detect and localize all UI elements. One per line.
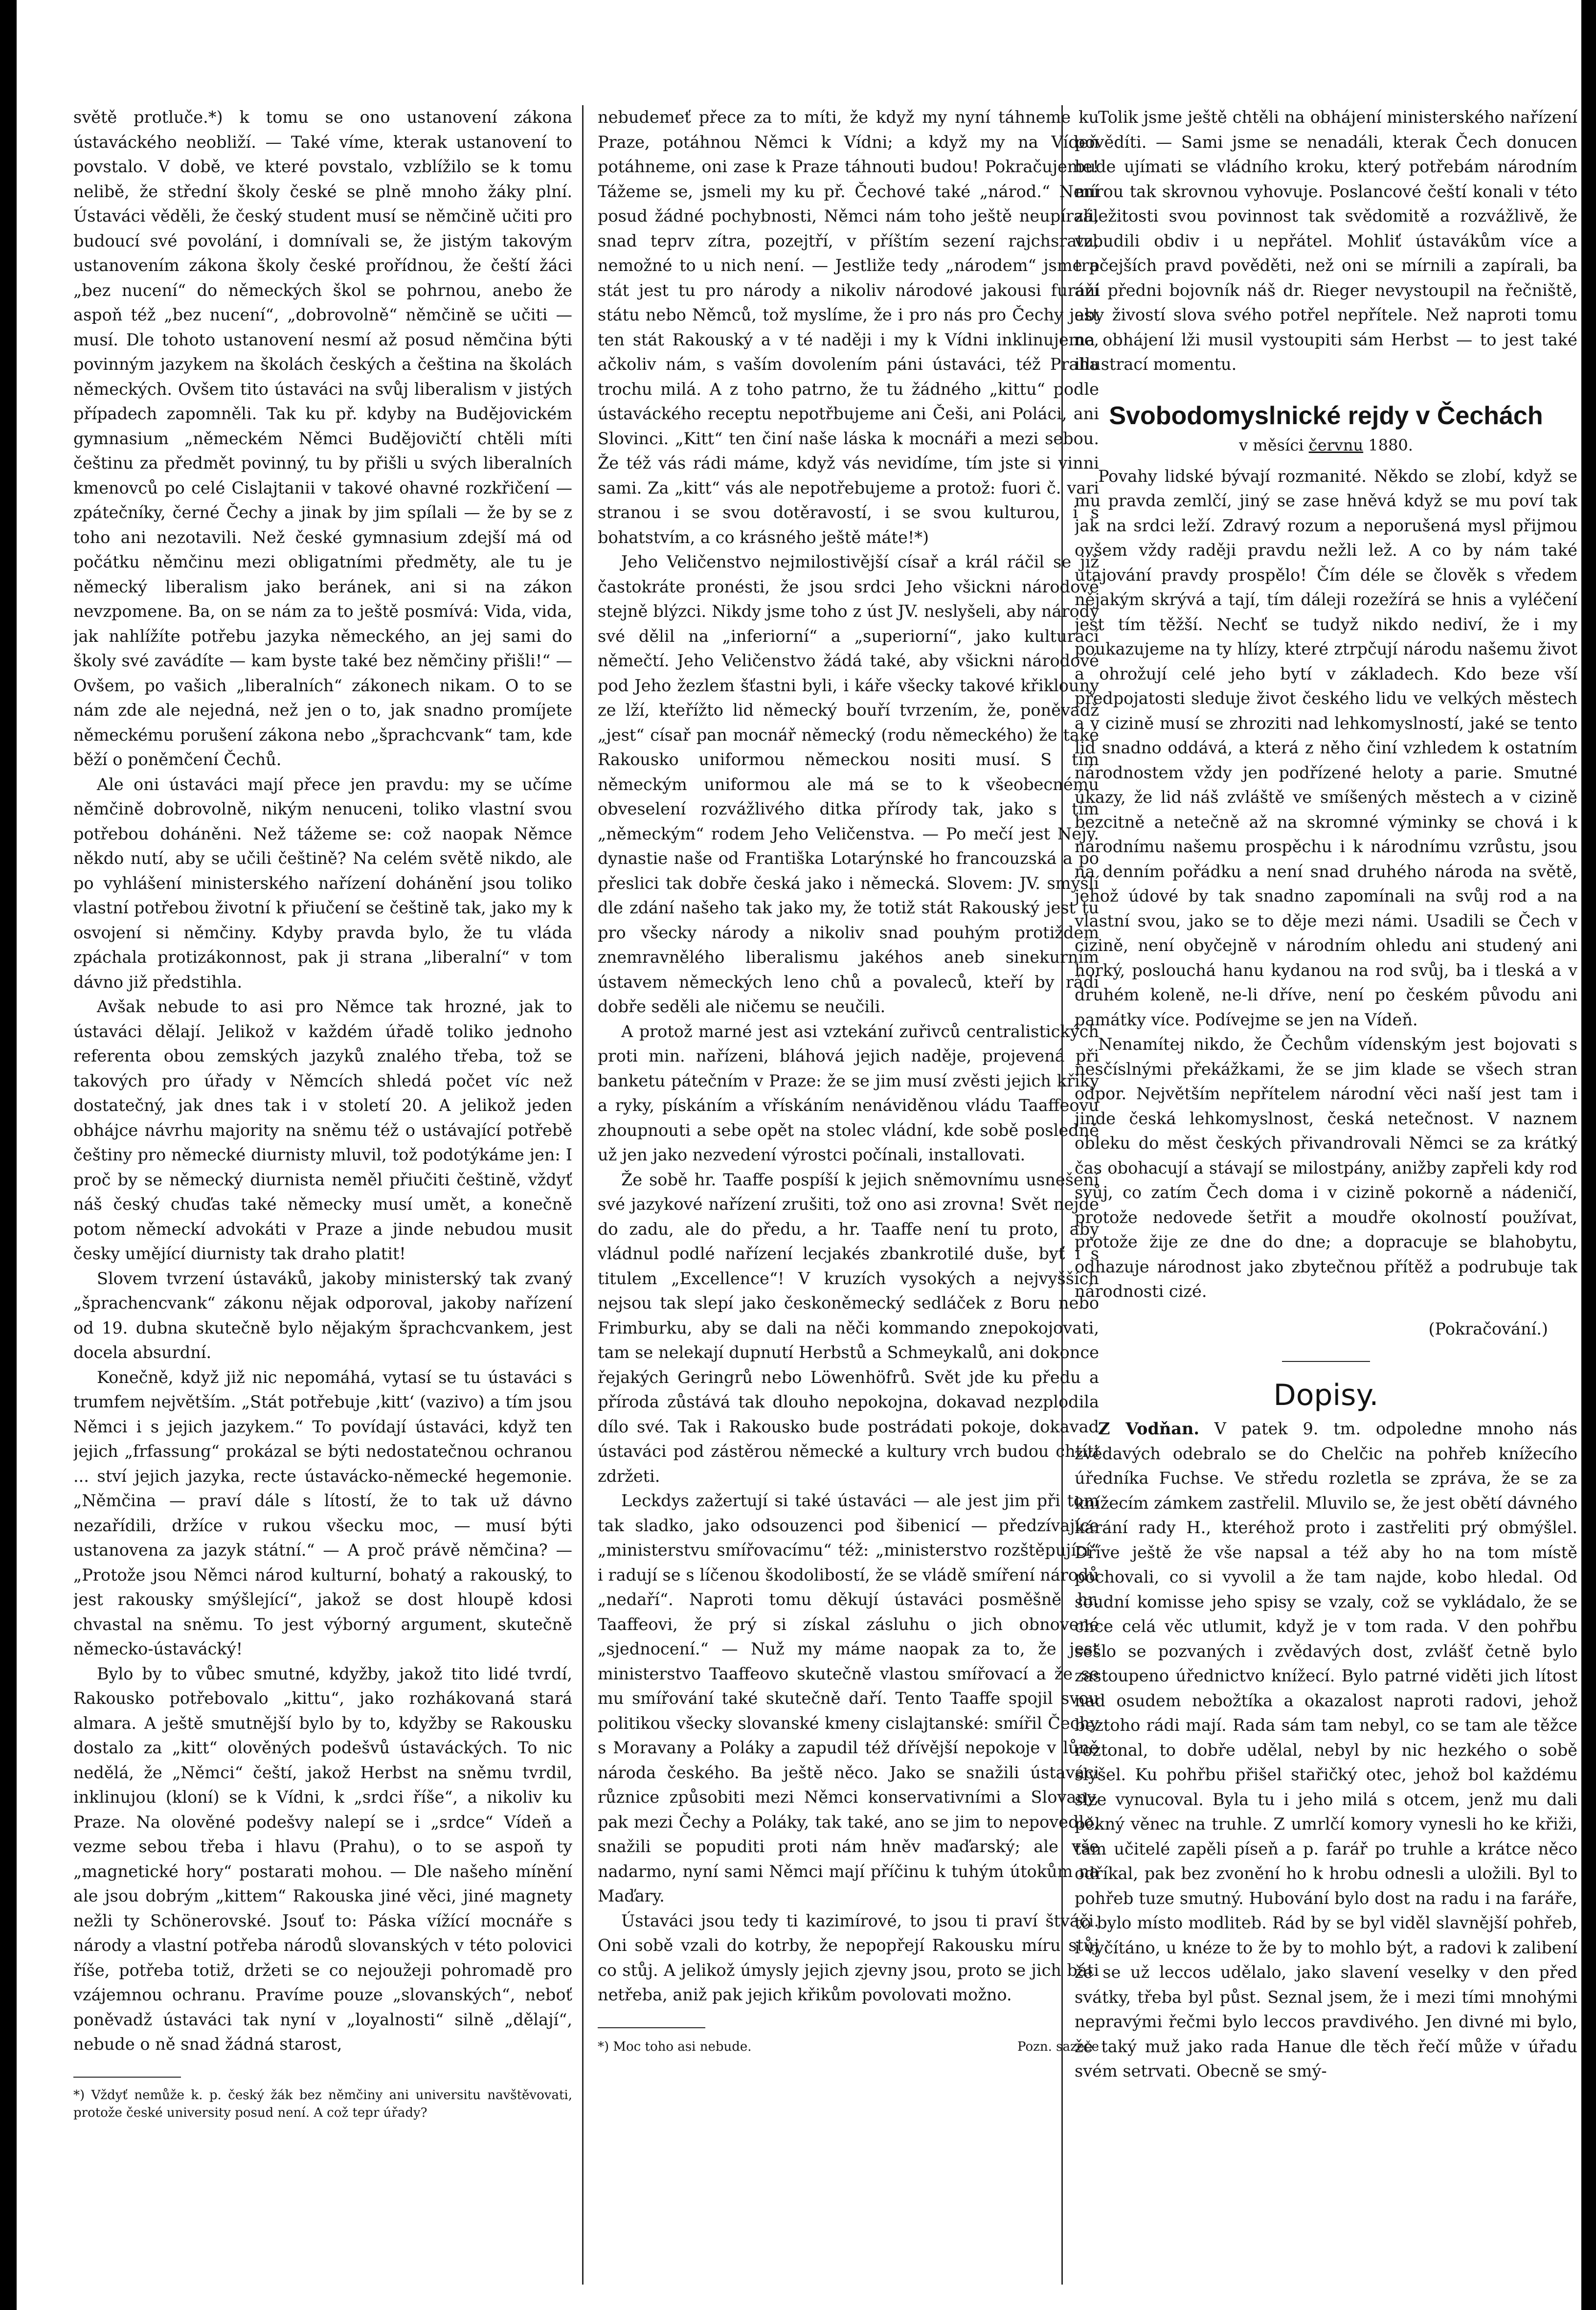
letters-body: V patek 9. tm. odpoledne mnoho nás zvědavých odebralo se do Chelčic na pohřeb knížecího úředníka Fuchse. Ve středu rozletla se zpráva, že se za knížecím zámkem zastřelil. Mluvilo se, že jest obětí dávného kárání rady H., kteréhož proto i zastřeliti prý obmýšlel. Dříve ještě že vše napsal a též aby ho na tom místě pochovali, co si vyvolil a že tam najde, kobo hledal. Od soudní komisse jeho spisy se vzaly, což se vykládalo, že se chce celá věc utlumit, když je v tom rada. V den pohřbu sešlo se pozvaných i zvědavých dost, zvlášť četně bylo zastoupeno úřednictvo knížecí. Bylo patrné viděti jich lítost nad osudem nebožtíka a okazalost naproti radovi, jehož beztoho rádi mají. Rada sám tam nebyl, co se tam ale těžce roztonal, to dobře udělal, nebyl by nic hezkého o sobě slyšel. Ku pohřbu přišel stařičký otec, jehož bol každému slze vynucoval. Byla tu i jeho milá s otcem, jenž mu dali pěkný věnec na truhle. Z umrlčí komory vynesli ho ke křiži, tam učitelé zapěli píseň a p. farář po truhle a krátce něco odříkal, pak bez zvonění ho k hrobu odnesli a uložili. Byl to pohřeb tuze smutný. Hubování bylo dost na radu i na faráře, to bylo místo modliteb. Rád by se byl viděl slavnější pohřeb, i vyčítáno, u knéze to že by to mohlo být, a radovi k zalibení že se už leccos udělalo, jako slavení veselky v den před svátky, třeba byl půst. Seznal jsem, že i mezi tími mnohými nepravými řečmi bylo leccos pravdivého. Jen divné mi bylo, že taký muž jako rada Hanue dle těch řečí může v úřadu svém setrvati. Obecně se smý- [1075, 1419, 1577, 2081]
col2-paragraph-6: Ústaváci jsou tedy ti kazimírové, to jsou ti praví štváči. Oni sobě vzali do kotrby, že nepopřejí Rakousku míru stůj co stůj. A jelikož úmysly jejich zjevny jsou, proto se jich báti netřeba, aniž pak jejich křikům povolovati možno. [598, 1911, 1099, 2004]
section-divider [1282, 1361, 1370, 1362]
col2-footnote-text: *) Moc toho asi nebude. [598, 2039, 752, 2054]
scan-border-right [1581, 0, 1596, 2310]
section-paragraph-1: Povahy lidské bývají rozmanité. Někdo se zlobí, když se mu pravda zemlčí, jiný se zase hněvá když se mu poví tak jak na srdci leží. Zdravý rozum a neporušená mysl přijmou ovšem vždy raději pravdu nežli lež. A co by nám také utajování pravdy prospělo! Čím déle se člověk s vředem nějakým skrývá a tají, tím dáleji rozežírá se hnis a vyléčení jest tím těžší. Nechť se tudyž nikdo nediví, že i my poukazujeme na ty hlízy, které ztrpčují národu našemu život a ohrožují celé jeho bytí v základech. Kdo beze vší předpojatosti sleduje život českého lidu ve velkých městech a v cizině musí se zhroziti nad lehkomyslností, jaké se tento lid snadno oddává, a která z něho činí vzhledem k ostatním národnostem vždy jen podřízené heloty a parie. Smutné úkazy, že lid náš zvláště ve smíšených městech a v cizině bezcitně a netečně až na skromné výminky se chová i k národnímu našemu prospěchu i k národnímu vzrůstu, jsou na denním pořádku a není snad druhého národa na světě, jehož údové by tak snadno zapomínali na svůj rod a na vlastní svou, jako se to děje mezi námi. Usadili se Čech v cizině, není obyčejně v národním ohledu ani studený ani horký, poslouchá hanu kydanou na rod svůj, ba i tleská a v druhém koleně, ne-li dříve, není po českém původu ani památky více. Podívejme se jen na Vídeň. [1075, 466, 1577, 1029]
col1-paragraph-2: Ale oni ústaváci mají přece jen pravdu: my se učíme němčině dobrovolně, nikým nenuceni, toliko vlastní svou potřebou doháněni. Než tážeme se: což naopak Němce někdo nutí, aby se učili češtině? Na celém světě nikdo, ale po vyhlášení ministerského nařízení dohánění jsou toliko vlastní potřebou životní k přiučení se češtině tak, jako my k osvojení si němčiny. Kdyby pravda bylo, že tu vláda zpáchala protizákonnost, pak ji strana „liberalní“ v tom dávno již předstihla. [73, 774, 572, 992]
col2-footnote [598, 2037, 1099, 2057]
section-date [1075, 434, 1577, 456]
footnote-rule [598, 2027, 705, 2028]
section-title: Svobodomyslnické rejdy v Čechách [1109, 401, 1543, 430]
col1-paragraph-3: Avšak nebude to asi pro Němce tak hrozné, jak to ústaváci dělají. Jelikož v každém úřadě toliko jednoho referenta obou zemských jazyků znalého třeba, tož se takových pro úřady v Němcích shledá počet víc než dostatečný, jak dnes tak i v století 20. A jelikož jeden obhájce návrhu majority na sněmu též o ustávající potřebě češtiny pro německé diurnisty mluvil, tož podotýkáme jen: I proč by se německý diurnista neměl přiučiti češtině, vždyť náš český chuďas také německy musí umět, a konečně potom německí advokáti v Praze a jinde nebudou musit česky umějící diurnisty tak draho platit! [73, 997, 572, 1263]
col1-footnote: *) Vždyť nemůže k. p. český žák bez němčiny ani universitu navštěvovati, protože české university posud není. A což tepr úřady? [73, 2087, 572, 2120]
col2-paragraph-5: Leckdys zažertují si také ústaváci — ale jest jim při tom tak sladko, jako odsouzenci pod šibenicí — předzívajíce „ministerstvu smířovacímu“ též: „ministerstvo rozštěpující“ i radují se s líčenou škodolibostí, že se vládě smíření národů „nedaří“. Naproti tomu děkují ústaváci posměšně hr. Taaffeovi, že prý si získal zásluhu o jich obnovené „sjednocení.“ — Nuž my máme naopak za to, že jest ministerstvo Taaffeovo skutečně vlastou smířovací a že se mu smířování také skutečně daří. Tento Taaffe spojil svou politikou všecky slovanské kmeny cislajtanské: smířil Čechy s Moravany a Poláky a zapudil též dřívější nepokoje v lůně národa českého. Ba ještě něco. Jako se snažili ústaváci různice způsobiti mezi Němci konservativními a Slovany, pak mezi Čechy a Poláky, tak také, ano se jim to nepovedlo, snažili se popuditi proti nám hněv maďarský; ale vše nadarmo, nyní sami Němci mají příčinu k tuhým útokům na Maďary. [598, 1491, 1099, 1905]
col3-paragraph-1: Tolik jsme ještě chtěli na obhájení ministerského nařízení povědíti. — Sami jsme se nenadáli, kterak Čech donucen bude ujímati se vládního kroku, který potřebám národním mírou tak skrovnou vyhovuje. Poslancové čeští konali v této záležitosti svou povinnost tak svědomitě a rozvážlivě, že vzbudili obdiv i u nepřátel. Mohliť ústavákům více a trpčejších pravd pověděti, než oni se mírnili a zapírali, ba ani předni bojovník náš dr. Rieger nevystoupil na řečniště, aby živostí slova svého potřel nepřítele. Než naproti tomu na obhájení lži musil vystoupiti sám Herbst — to jest také illustrací momentu. [1075, 108, 1577, 374]
col1-paragraph-4: Slovem tvrzení ústaváků, jakoby ministerský tak zvaný „šprachencvank“ zákonu nějak odporoval, jakoby nařízení od 19. dubna skutečně bylo nějakým šprachcvankem, jest docela absurdní. [73, 1268, 572, 1362]
col2-footnote-credit: Pozn. sazeče [1017, 2039, 1099, 2054]
col1-paragraph-5: Konečně, když již nic nepomáhá, vytasí se tu ústaváci s trumfem největším. „Stát potřebuje ‚kitt‘ (vazivo) a tím jsou Němci i s jejich jazykem.“ To povídají ústaváci, když ten jejich „frfassung“ prokázal se býti nedostatečnou ochranou ... ství jejich jazyka, recte ústavácko-německé hegemonie. „Němčina — praví dále s lítostí, že to tak už dávno nezařídili, držíce v rukou všecku moc, — musí býti ustanovena za jazyk státní.“ — A proč právě němčina? — „Protože jsou Němci národ kulturní, bohatý a rakouský, to jest rakousky smýšlející“, jakož se dost hloupě kdosi chvastal na sněmu. To jest výborný argument, skutečně německo-ústavácký! [73, 1367, 572, 1658]
column-2 [598, 105, 1099, 2285]
scan-border-left [0, 0, 17, 2310]
column-1 [73, 105, 572, 2285]
footnote-rule [73, 2077, 181, 2078]
col1-paragraph-1: světě protluče.*) k tomu se ono ustanovení zákona ústaváckého neobliží. — Také víme, kterak ustanovení to povstalo. V době, ve které povstalo, vzblížilo se k tomu nelibě, že střední školy české se plně mnoho žáky plní. Ústaváci věděli, že český student musí se němčině učiti pro budoucí své povolání, i domnívali se, že jistým takovým ustanovením zákona školy české prořídnou, že čeští žáci „bez nucení“ do německých škol se pohrnou, anebo že aspoň též „bez nucení“, „dobrovolně“ němčině se učiti — musí. Dle tohoto ustanovení nesmí až posud němčina býti povinným jazykem na školách českých a čeština na školách německých. Ovšem tito ústaváci na svůj liberalism v jistých případech zapomněli. Tak ku př. kdyby na Budějovickém gymnasium „německém Němci Budějovičtí chtěli míti češtinu za předmět povinný, tu by přišli u svých liberalních kmenovců po celé Cislajtanii v takové ohavné rozkřičení — zpátečníky, černé Čechy a jinak by jim spílali — že by se z toho ani nezotavili. Než české gymnasium zdejší má od počátku němčinu mezi obligatními předměty, ale tu je německý liberalism jako beránek, ani si na zákon nevzpomene. Ba, on se nám za to ještě posmívá: Vida, vida, jak nahlížíte potřebu jazyka německého, an jej sami do školy své zavádíte — kam byste také bez němčiny přišli!“ — Ovšem, po vašich „liberalních“ zákonech nikam. O to se nám zde ale nejedná, než jen o to, jak snadno promíjete německému porušení zákona nebo „šprachcvank“ tam, kde běží o poněmčení Čechů. [73, 108, 572, 769]
section-date-prefix: v měsíci [1239, 435, 1309, 454]
col2-paragraph-1: nebudemeť přece za to míti, že když my nyní táhneme ku Praze, potáhnou Němci k Vídni; a když my na Vídeň potáhneme, oni zase k Praze táhnouti budou! Pokračujeme! Tážeme se, jsmeli my ku př. Čechové také „národ.“ Není posud žádné pochybnosti, Němci nám toho ještě neupírali, snad teprv zítra, pozejtří, v příštím sezení rajchsratu, nemožné to u nich není. — Jestliže tedy „národem“ jsme a stát jest tu pro národy a nikoliv národové jakousi furáží státu nebo Němců, tož myslíme, že i pro nás pro Čechy jest ten stát Rakouský a v té naději i my k Vídni inklinujeme, ačkoliv nám, s vaším dovolením páni ústaváci, též Praha trochu milá. A z toho patrno, že tu žádného „kittu“ podle ústaváckého receptu nepotřbujeme ani Češi, ani Poláci, ani Slovinci. „Kitt“ ten činí naše láska k mocnáři a mezi sebou. Že též vás rádi máme, když vás nevidíme, tím jste si vinni sami. Za „kitt“ vás ale nepotřebujeme a protož: fuori č. vari stranou i se svou dotěravostí, i se svou kulturou, i s bohatstvím, a co krásného ještě máte!*) [598, 108, 1099, 547]
column-divider-1 [582, 105, 584, 2285]
section-date-month: červnu [1308, 435, 1364, 454]
col2-paragraph-4: Že sobě hr. Taaffe pospíší k jejich sněmovnímu usnešení své jazykové nařízení zrušiti, tož ono asi zrovna! Svět nejde do zadu, ale do předu, a hr. Taaffe není tu proto, aby vládnul podlé nařízení lecjakés zbankrotilé duše, byť i s titulem „Excellence“! V kruzích vysokých a nejvyšších nejsou tak slepí jako českoněmecký sedláček z Boru nebo Frimburku, aby se dali na něči kommando znepokojovati, tam se nelekají dupnutí Herbstů a Schmeykalů, ani dokonce řejakých Geringrů nebo Löwenhöfrů. Svět jde ku předu a příroda zůstává tak dlouho nepokojna, dokavad nezplodila dílo své. Tak i Rakousko bude postrádati pokoje, dokavad ústaváci pod zástěrou německé a kultury vrch budou chtíti zdržeti. [598, 1170, 1099, 1486]
letters-paragraph-1 [1075, 1417, 1577, 2084]
section-paragraph-2: Nenamítej nikdo, že Čechům vídenským jest bojovati s nesčíslnými překážkami, že se jim klade se všech stran odpor. Největším nepřítelem národní věci naší jest tam i jinde česká lehkomyslnost, česká netečnost. V naznem obleku do měst českých přivandrovali Němci se za krátký čas obohacují a stávají se milostpány, anižby zapřeli kdy rod svůj, co zatím Čech doma i v cizině pokorně a nádeničí, protože nedovede šetřit a moudře okolností používat, protože žije ze dne do dne; a dopracuje se blahobytu, odhazuje národnost jako zbytečnou přítěž a podrubuje tak národnosti cizé. [1075, 1035, 1577, 1301]
col2-paragraph-3: A protož marné jest asi vztekání zuřivců centralistických proti min. nařízeni, bláhová jejich naděje, projevená při banketu pátečním v Praze: že se jim musí zvěsti jejich křiky a ryky, pískáním a vřískáním nenáviděnou vládu Taaffeovu zhoupnouti a sebe opět na stolec vládní, kde sobě posledně už jen jako nezvedení výrostci počínali, installovati. [598, 1021, 1099, 1164]
col2-paragraph-2: Jeho Veličenstvo nejmilostivější císař a král ráčil se již častokráte pronésti, že jsou srdci Jeho všickni národové stejně blýzci. Nikdy jsme toho z úst JV. neslyšeli, aby národy své dělil na „inferiorní“ a „superiorní“, jako kulturací němečtí. Jeho Veličenstvo žádá také, aby všickni národové pod Jeho žezlem šťastni byli, i káře všecky takové křiklouny ze lží, kteřížto lid německý bouří tvrzením, že, poněvadž „jest“ císař pan mocnář německý (rodu německého) že také Rakousko uniformou německou nositi musí. S tím německým uniformou ale má se to k všeobecnému obveselení rozvážlivého ditka přírody tak, jako s tím „německým“ rodem Jeho Veličenstva. — Po mečí jest Nejv. dynastie naše od Františka Lotarýnské ho francouzská a po přeslici tak dobře česká jako i německá. Slovem: JV. smýšlí dle zdání našeho tak jako my, že totiž stát Rakouský jest tu pro všecky národy a nikoliv snad pouhým protiždem znemravnělého liberalismu jakéhos aneb sinekurním ústavem německých leno chů a povaleců, kteří by rádi dobře seděli ale ničemu se neučili. [598, 552, 1099, 1016]
letters-heading: Dopisy. [1273, 1378, 1379, 1412]
continued-note: (Pokračování.) [1428, 1319, 1548, 1338]
col1-paragraph-6: Bylo by to vůbec smutné, kdyžby, jakož tito lidé tvrdí, Rakousko potřebovalo „kittu“, jako rozhákovaná stará almara. A ještě smutnější bylo by to, kdyžby se Rakousku dostalo za „kitt“ olověných podešvů ústaváckých. To nic nedělá, že „Němci“ čeští, jakož Herbst na sněmu tvrdil, inklinujou (kloní) se k Vídni, k „srdci říše“, a nikoliv ku Praze. Na olověné podešvy nalepí se i „srdce“ Vídeň a vezme sebou třeba i hlavu (Prahu), o to se aspoň ty „magnetické hory“ postarati mohou. — Dle našeho mínění ale jsou dobrým „kittem“ Rakouska jiné věci, jiné magnety nežli ty Schönerovské. Jsouť to: Páska vížící mocnáře s národy a vlastní potřeba národů slovanských v této polovici říše, potřeba totiž, držeti se co nejoužeji pohromadě pro vzájemnou ochranu. Pravíme pouze „slovanských“, neboť poněvadž ústaváci tak nyní v „loyalnosti“ silně „dělají“, nebude o ně snad žádná starost, [73, 1664, 572, 2054]
column-3 [1075, 105, 1577, 2285]
section-date-year: 1880. [1363, 435, 1413, 454]
letters-place: Z Vodňan. [1098, 1419, 1199, 1438]
